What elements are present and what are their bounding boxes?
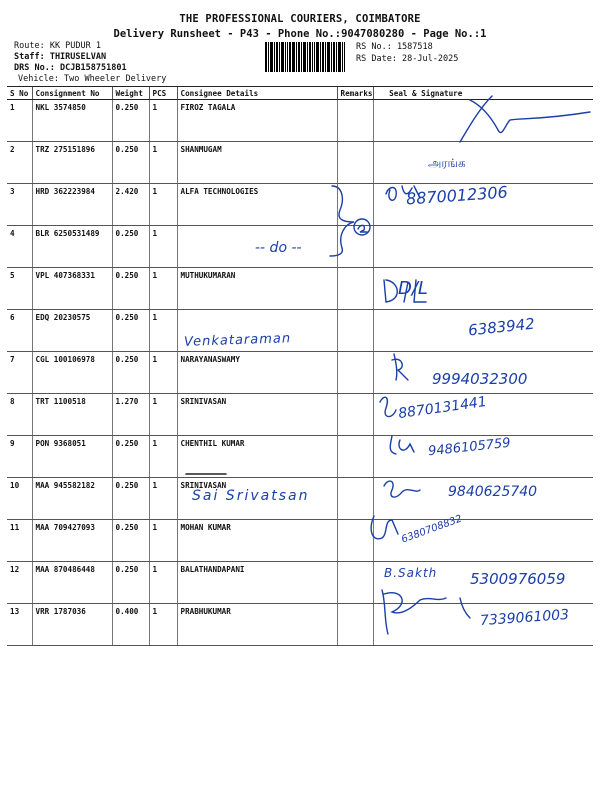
phone-row13: 7339061003 bbox=[479, 606, 570, 630]
cell-sno: 2 bbox=[7, 142, 32, 184]
cell-consignee: SRINIVASAN bbox=[177, 394, 337, 436]
phone-row10: 9840625740 bbox=[448, 484, 538, 500]
cell-consignee: SRINIVASAN bbox=[177, 478, 337, 520]
ditto-mark: -- do -- bbox=[255, 240, 302, 256]
cell-weight: 0.250 bbox=[112, 562, 149, 604]
cell-remarks bbox=[337, 520, 373, 562]
table-row bbox=[7, 142, 593, 184]
barcode-image bbox=[265, 42, 345, 72]
cell-remarks bbox=[337, 394, 373, 436]
signature-row2: அரங்க bbox=[428, 156, 466, 170]
cell-weight: 1.270 bbox=[112, 394, 149, 436]
cell-weight: 0.250 bbox=[112, 352, 149, 394]
cell-weight: 0.400 bbox=[112, 604, 149, 646]
cell-consignment: MAA 709427093 bbox=[32, 520, 112, 562]
vehicle-label: Vehicle: Two Wheeler Delivery bbox=[18, 74, 167, 84]
runsheet-table bbox=[7, 86, 593, 646]
runsheet-title: Delivery Runsheet - P43 - Phone No.:9047080280 - Page No.:1 bbox=[113, 28, 487, 40]
cell-pcs: 1 bbox=[149, 142, 177, 184]
col-pcs: PCS bbox=[149, 87, 177, 100]
cell-weight: 0.250 bbox=[112, 310, 149, 352]
col-seal-signature: Seal & Signature bbox=[373, 87, 478, 100]
cell-consignment: VPL 407368331 bbox=[32, 268, 112, 310]
table-row bbox=[7, 520, 593, 562]
cell-weight: 0.250 bbox=[112, 478, 149, 520]
cell-sno: 7 bbox=[7, 352, 32, 394]
table-row bbox=[7, 394, 593, 436]
cell-consignment: BLR 6250531489 bbox=[32, 226, 112, 268]
cell-pcs: 1 bbox=[149, 520, 177, 562]
table-header-row bbox=[7, 87, 593, 100]
phone-row11: 6380708832 bbox=[400, 513, 464, 546]
cell-pcs: 1 bbox=[149, 394, 177, 436]
cell-consignment: VRR 1787036 bbox=[32, 604, 112, 646]
cell-consignee: PRABHUKUMAR bbox=[177, 604, 337, 646]
cell-consignee: FIROZ TAGALA bbox=[177, 100, 337, 142]
phone-row9: 9486105759 bbox=[427, 435, 512, 460]
cell-consignment: MAA 870486448 bbox=[32, 562, 112, 604]
cell-consignment: NKL 3574850 bbox=[32, 100, 112, 142]
cell-consignment: EDQ 20230575 bbox=[32, 310, 112, 352]
cell-consignee: NARAYANASWAMY bbox=[177, 352, 337, 394]
phone-row12: 5300976059 bbox=[470, 570, 566, 588]
cell-weight: 0.250 bbox=[112, 142, 149, 184]
cell-sno: 12 bbox=[7, 562, 32, 604]
col-weight: Weight bbox=[112, 87, 149, 100]
cell-remarks bbox=[337, 604, 373, 646]
cell-signature-extra bbox=[478, 268, 593, 310]
col-sno: S No bbox=[7, 87, 32, 100]
cell-remarks bbox=[337, 184, 373, 226]
cell-weight: 0.250 bbox=[112, 226, 149, 268]
handwritten-name-row6: Venkataraman bbox=[183, 331, 292, 350]
cell-pcs: 1 bbox=[149, 310, 177, 352]
cell-remarks bbox=[337, 268, 373, 310]
cell-consignment: MAA 945582182 bbox=[32, 478, 112, 520]
cell-consignee: BALATHANDAPANI bbox=[177, 562, 337, 604]
cell-signature bbox=[373, 604, 478, 646]
cell-sno: 11 bbox=[7, 520, 32, 562]
cell-remarks bbox=[337, 100, 373, 142]
cell-remarks bbox=[337, 310, 373, 352]
phone-row3: 8870012306 bbox=[405, 182, 509, 209]
staff-label: Staff: THIRUSELVAN bbox=[14, 52, 107, 62]
cell-remarks bbox=[337, 352, 373, 394]
cell-remarks bbox=[337, 478, 373, 520]
table-row bbox=[7, 100, 593, 142]
cell-pcs: 1 bbox=[149, 268, 177, 310]
cell-consignee: ALFA TECHNOLOGIES bbox=[177, 184, 337, 226]
cell-sno: 5 bbox=[7, 268, 32, 310]
signature-row12: B.Sakth bbox=[384, 566, 438, 580]
col-consignment: Consignment No bbox=[32, 87, 112, 100]
cell-signature-extra bbox=[478, 226, 593, 268]
cell-consignee: MOHAN KUMAR bbox=[177, 520, 337, 562]
cell-remarks bbox=[337, 436, 373, 478]
cell-weight: 0.250 bbox=[112, 436, 149, 478]
cell-remarks bbox=[337, 562, 373, 604]
cell-sno: 13 bbox=[7, 604, 32, 646]
rs-number: RS No.: 1587518 bbox=[356, 42, 433, 52]
cell-pcs: 1 bbox=[149, 352, 177, 394]
phone-row6: 6383942 bbox=[467, 314, 536, 340]
cell-pcs: 1 bbox=[149, 184, 177, 226]
col-remarks: Remarks bbox=[337, 87, 373, 100]
phone-row7: 9994032300 bbox=[432, 370, 528, 388]
cell-weight: 0.250 bbox=[112, 520, 149, 562]
cell-consignee: MUTHUKUMARAN bbox=[177, 268, 337, 310]
cell-sno: 6 bbox=[7, 310, 32, 352]
signature-row5: D/L bbox=[398, 278, 428, 299]
cell-consignment: CGL 100106978 bbox=[32, 352, 112, 394]
cell-consignment: TRZ 275151896 bbox=[32, 142, 112, 184]
cell-pcs: 1 bbox=[149, 226, 177, 268]
cell-pcs: 1 bbox=[149, 478, 177, 520]
cell-sno: 9 bbox=[7, 436, 32, 478]
route-label: Route: KK PUDUR 1 bbox=[14, 41, 101, 51]
cell-sno: 3 bbox=[7, 184, 32, 226]
cell-remarks bbox=[337, 142, 373, 184]
cell-signature bbox=[373, 310, 478, 352]
cell-signature bbox=[373, 100, 478, 142]
cell-remarks bbox=[337, 226, 373, 268]
cell-consignee: SHANMUGAM bbox=[177, 142, 337, 184]
table-row bbox=[7, 268, 593, 310]
cell-weight: 0.250 bbox=[112, 268, 149, 310]
cell-consignment: TRT 1100518 bbox=[32, 394, 112, 436]
drs-label: DRS No.: DCJB158751801 bbox=[14, 63, 127, 73]
company-title: THE PROFESSIONAL COURIERS, COIMBATORE bbox=[179, 13, 421, 25]
col-consignee: Consignee Details bbox=[177, 87, 337, 100]
phone-row8: 8870131441 bbox=[397, 393, 488, 423]
cell-consignment: HRD 362223984 bbox=[32, 184, 112, 226]
cell-sno: 1 bbox=[7, 100, 32, 142]
cell-consignee: CHENTHIL KUMAR bbox=[177, 436, 337, 478]
col-signature-extra bbox=[478, 87, 593, 100]
cell-weight: 0.250 bbox=[112, 100, 149, 142]
cell-sno: 4 bbox=[7, 226, 32, 268]
handwritten-name-row10: Sai Srivatsan bbox=[192, 488, 310, 504]
cell-pcs: 1 bbox=[149, 604, 177, 646]
cell-signature bbox=[373, 226, 478, 268]
cell-signature-extra bbox=[478, 394, 593, 436]
cell-weight: 2.420 bbox=[112, 184, 149, 226]
cell-pcs: 1 bbox=[149, 562, 177, 604]
cell-pcs: 1 bbox=[149, 436, 177, 478]
cell-signature-extra bbox=[478, 100, 593, 142]
rs-date: RS Date: 28-Jul-2025 bbox=[356, 54, 459, 64]
cell-sno: 10 bbox=[7, 478, 32, 520]
cell-consignment: PON 9368051 bbox=[32, 436, 112, 478]
cell-signature-extra bbox=[478, 520, 593, 562]
cell-signature-extra bbox=[478, 142, 593, 184]
cell-sno: 8 bbox=[7, 394, 32, 436]
cell-pcs: 1 bbox=[149, 100, 177, 142]
